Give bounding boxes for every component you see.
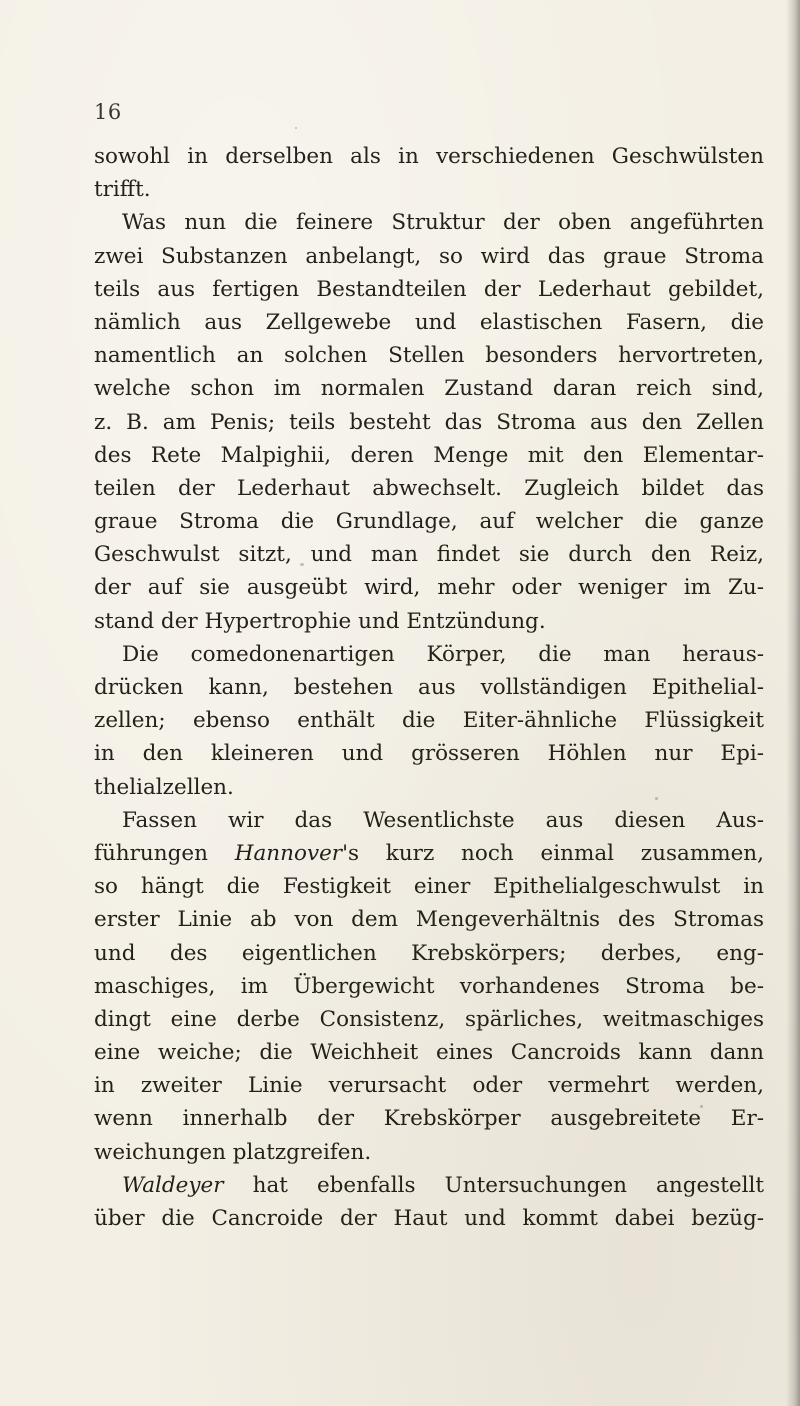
text-line: namentlich an solchen Stellen besonders hervortreten, (94, 343, 764, 369)
page-number: 16 (94, 100, 122, 124)
paper-speck (655, 797, 658, 800)
text-line: Fassen wir das Wesentlichste aus diesen Aus- (122, 807, 764, 833)
text-line: Was nun die feinere Struktur der oben angeführten (122, 210, 764, 236)
text-line: graue Stroma die Grundlage, auf welcher die ganze (94, 509, 764, 535)
text-run: führungen (94, 840, 235, 866)
text-line: über die Cancroide der Haut und kommt dabei bezüg- (94, 1206, 764, 1231)
text-line: und des eigentlichen Krebskörpers; derbes, eng- (94, 940, 764, 966)
text-line: eine weiche; die Weichheit eines Cancroids kann dann (94, 1040, 764, 1066)
text-line: teils aus fertigen Bestandteilen der Lederhaut gebildet, (94, 276, 764, 302)
page-edge-shadow (786, 0, 800, 1406)
text-line: des Rete Malpighii, deren Menge mit den Elementar- (94, 442, 764, 468)
text-line: zellen; ebenso enthält die Eiter-ähnliche Flüssigkeit (94, 708, 764, 734)
text-line: zwei Substanzen anbelangt, so wird das graue Stroma (94, 243, 764, 269)
text-line (94, 1169, 764, 1202)
body-text (94, 140, 764, 1235)
paper-speck (295, 127, 297, 129)
text-line: in zweiter Linie verursacht oder vermehrt werden, (94, 1073, 764, 1099)
text-line: Die comedonenartigen Körper, die man heraus- (122, 641, 764, 667)
text-line: thelialzellen. (94, 774, 234, 800)
text-line (94, 837, 764, 870)
text-line: Geschwulst sitzt, und man findet sie durch den Reiz, (94, 542, 764, 568)
text-line: trifft. (94, 177, 151, 203)
text-line: drücken kann, bestehen aus vollständigen Epithelial- (94, 675, 764, 700)
paper-speck (700, 1105, 703, 1108)
text-line: teilen der Lederhaut abwechselt. Zugleich bildet das (94, 475, 764, 501)
text-run: 's kurz noch einmal zusammen, (342, 840, 764, 866)
text-line: stand der Hypertrophie und Entzündung. (94, 608, 546, 634)
text-line: z. B. am Penis; teils besteht das Stroma aus den Zellen (94, 409, 764, 435)
text-line: dingt eine derbe Consistenz, spärliches, weitmaschiges (94, 1006, 764, 1032)
text-line: weichungen platzgreifen. (94, 1139, 372, 1165)
author-name-waldeyer: Waldeyer (122, 1172, 224, 1198)
author-name-hannover: Hannover (234, 840, 343, 866)
text-line: in den kleineren und grösseren Höhlen nur Epi- (94, 741, 764, 767)
text-line: maschiges, im Übergewicht vorhandenes Stroma be- (94, 973, 764, 999)
text-line: wenn innerhalb der Krebskörper ausgebreitete Er- (94, 1106, 764, 1132)
paper-speck (300, 563, 304, 566)
text-line: erster Linie ab von dem Mengeverhältnis des Stromas (94, 907, 764, 933)
text-line: der auf sie ausgeübt wird, mehr oder weniger im Zu- (94, 575, 764, 601)
text-line: so hängt die Festigkeit einer Epithelialgeschwulst in (94, 874, 764, 900)
text-line: welche schon im normalen Zustand daran reich sind, (94, 376, 764, 402)
text-run: hat ebenfalls Untersuchungen angestellt (223, 1172, 764, 1198)
text-line: nämlich aus Zellgewebe und elastischen Fasern, die (94, 309, 764, 335)
text-line: sowohl in derselben als in verschiedenen Geschwülsten (94, 144, 764, 169)
